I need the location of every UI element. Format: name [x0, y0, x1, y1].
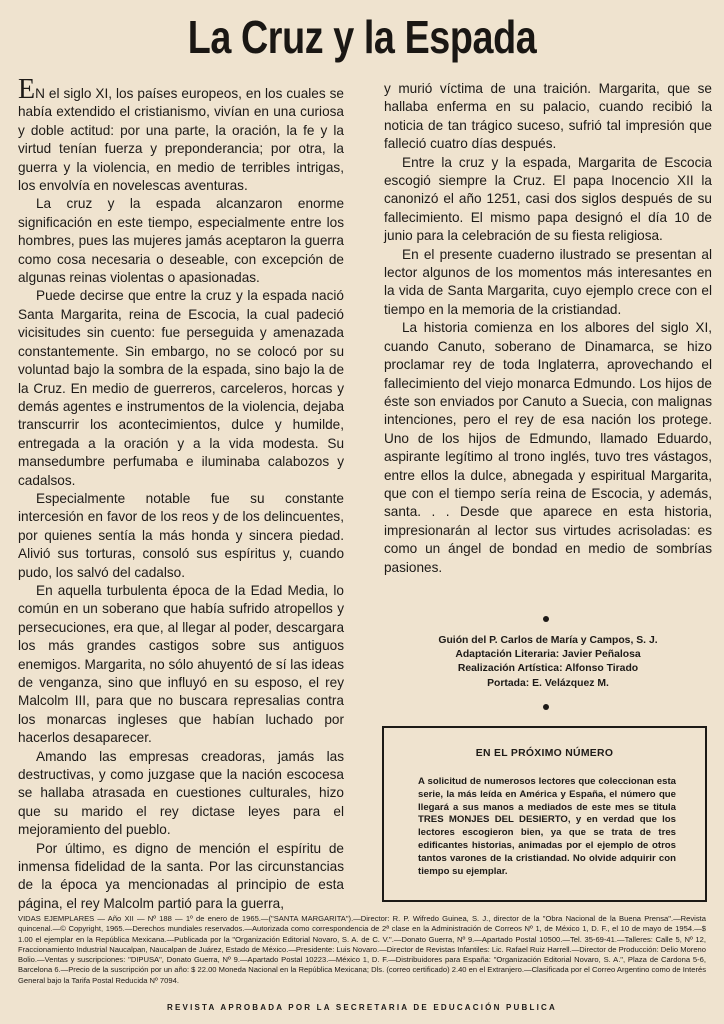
approval-line: REVISTA APROBADA POR LA SECRETARIA DE EDUCACIÓN PUBLICA	[167, 1003, 557, 1012]
next-issue-text: A solicitud de numerosos lectores que coleccionan esta serie, la más leída en América y España, el número que llegará a sus manos a mediados de este mes se titula TRES MONJES DEL DESIERTO, y en verdad que los lectores escogieron bien, ya que se trata de tres edificantes historias, animadas por el ejemplo de otros tantos varones de la cristiandad. No olvide adquirir con tiempo su ejemplar.	[418, 776, 676, 877]
next-issue-box	[382, 726, 707, 902]
paragraph: Amando las empresas creadoras, jamás las destructivas, y como juzgase que la nación escocesa se hallaba atrasada en cuestiones culturales, hizo que su marido el rey dictase leyes para el mejoramiento del pueblo.	[18, 748, 344, 838]
credit-line: Adaptación Literaria: Javier Peñalosa	[455, 649, 641, 661]
imprint-footer: VIDAS EJEMPLARES — Año XII — Nº 188 — 1º de enero de 1965.—("SANTA MARGARITA").—Director: R. P. Wifredo Guinea, S. J., director de la "Obra Nacional de la Buena Prensa".—Revista quincenal.—© Copyright, 1965.—Derechos mundiales reservados.—Autorizada como correspondencia de 2ª clase en la Administración de Correos Nº 1, de México 1, D. F., el 10 de mayo de 1954.—$ 1.00 el ejemplar en la República Mexicana.—Publicada por la "Organización Editorial Novaro, S. A. de C. V.".—Donato Guerra, Nº 9.—Apartado Postal 10500.—Tel. 35-69-41.—Talleres: Calle 5, Nº 12, Fraccionamiento Industrial Naucalpan, Naucalpan de Juárez, Estado de México.—Presidente: Luis Novaro.—Director de Revistas Infantiles: Lic. Rafael Ruiz Harrell.—Director de Producción: Delio Moreno Bolio.—Ventas y suscripciones: "DIPUSA", Donato Guerra, Nº 9.—Apartado Postal 10223.—México 1, D. F.—Distribuidores para España: "Organización Editorial Novaro, S. A.", Plaza de Cardona 5-6, Barcelona 6.—Precio de la suscripción por un año: $ 22.00 Moneda Nacional en la República Mexicana; Dls. (correo certificado) 2.40 en el Extranjero.—Clasificada por el Correo Argentino como de Interés General bajo la Tarifa Postal Reducida Nº 7094.	[18, 914, 706, 985]
bullet-separator	[543, 616, 549, 622]
credit-line: Portada: E. Velázquez M.	[487, 677, 609, 689]
paragraph: Por último, es digno de mención el espíritu de inmensa fidelidad de la santa. Por las circunstancias de la época ya mencionadas al principio de esta página, el rey Malcolm partió para la guerra,	[18, 840, 344, 911]
paragraph: EN el siglo XI, los países europeos, en los cuales se había extendido el cristianismo, vivían en una curiosa y doble actitud: por una parte, la oración, la fe y la virtud tenían fuerza y preponderancia; por otra, la guerra y la violencia, en medio de terribles intrigas, los envolvía en novelescas aventuras.	[18, 74, 344, 194]
drop-cap: E	[18, 74, 36, 105]
left-column	[18, 74, 344, 913]
right-column	[384, 80, 712, 577]
paragraph: En el presente cuaderno ilustrado se presentan al lector algunos de los momentos más interesantes en la vida de Santa Margarita, cuyo ejemplo crece con el tiempo en la memoria de la cristiandad.	[384, 246, 712, 317]
paragraph: La historia comienza en los albores del siglo XI, cuando Canuto, soberano de Dinamarca, se hizo proclamar rey de toda Inglaterra, aprovechando el fallecimiento del viejo monarca Edmundo. Los hijos de éste son enviados por Canuto a Suecia, con malignas intenciones, pero el rey de esa nación los protege. Uno de los hijos de Edmundo, llamado Eduardo, aspirante legítimo al trono inglés, tuvo tres vástagos, entre ellos la dulce, abnegada y espiritual Margarita, que con el tiempo sería reina de Escocia, y además, santa. . . Desde que aparece en esta historia, impresionarán al lector sus virtudes acrisoladas: es como un ángel de bondad en medio de sombrías pasiones.	[384, 320, 712, 575]
paragraph: Puede decirse que entre la cruz y la espada nació Santa Margarita, reina de Escocia, la cual padeció vicisitudes sin cuento: fue perseguida y amenazada constantemente. Sin embargo, no se colocó por su voluntad bajo la sombra de la espada, sino bajo la de la Cruz. En medio de guerreros, carceleros, horcas y demás agentes e instrumentos de la violencia, dejaba transcurrir los acontecimientos, dulce y humilde, entregada a la oración y a la vida modesta. Su mansedumbre perfumaba e iluminaba calabozos y cadalsos.	[18, 288, 344, 488]
paragraph: La cruz y la espada alcanzaron enorme significación en este tiempo, especialmente entre los hombres, pues las mujeres jamás aceptaron la guerra como cosa necesaria o deseable, con excepción de algunas reinas violentas o apasionadas.	[18, 196, 344, 286]
credit-line: Realización Artística: Alfonso Tirado	[457, 663, 639, 675]
paragraph: y murió víctima de una traición. Margarita, que se hallaba enferma en su palacio, cuando recibió la noticia de tan trágico suceso, sufrió tal impresión que falleció cuatro días después.	[384, 81, 712, 152]
credits	[384, 634, 712, 691]
paragraph: Entre la cruz y la espada, Margarita de Escocia escogió siempre la Cruz. El papa Inocencio XII la canonizó el año 1251, casi dos siglos después de su fallecimiento. El mismo papa designó el día 10 de junio para la celebración de su fiesta religiosa.	[384, 154, 712, 244]
credit-line: Guión del P. Carlos de María y Campos, S. J.	[438, 635, 658, 646]
bullet-separator	[543, 704, 549, 710]
next-issue-heading: EN EL PRÓXIMO NÚMERO	[475, 748, 614, 759]
paragraph: Especialmente notable fue su constante intercesión en favor de los reos y de los delincuentes, por quienes sentía la más honda y sincera piedad. Alivió sus torturas, consoló sus espíritus y, cuando pudo, los salvó del cadalso.	[18, 490, 344, 580]
paragraph: En aquella turbulenta época de la Edad Media, lo común en un soberano que había sufrido atropellos y persecuciones, era que, al llegar al poder, descargara los más grandes castigos sobre sus antiguos enemigos. Margarita, no sólo ahuyentó de sí las ideas de venganza, sino que influyó en su esposo, el rey Malcolm III, para que no buscara represalias contra los monarcas ingleses que habían luchado por hacerlos desaparecer.	[18, 582, 344, 746]
page-title: La Cruz y la Espada	[187, 11, 537, 63]
